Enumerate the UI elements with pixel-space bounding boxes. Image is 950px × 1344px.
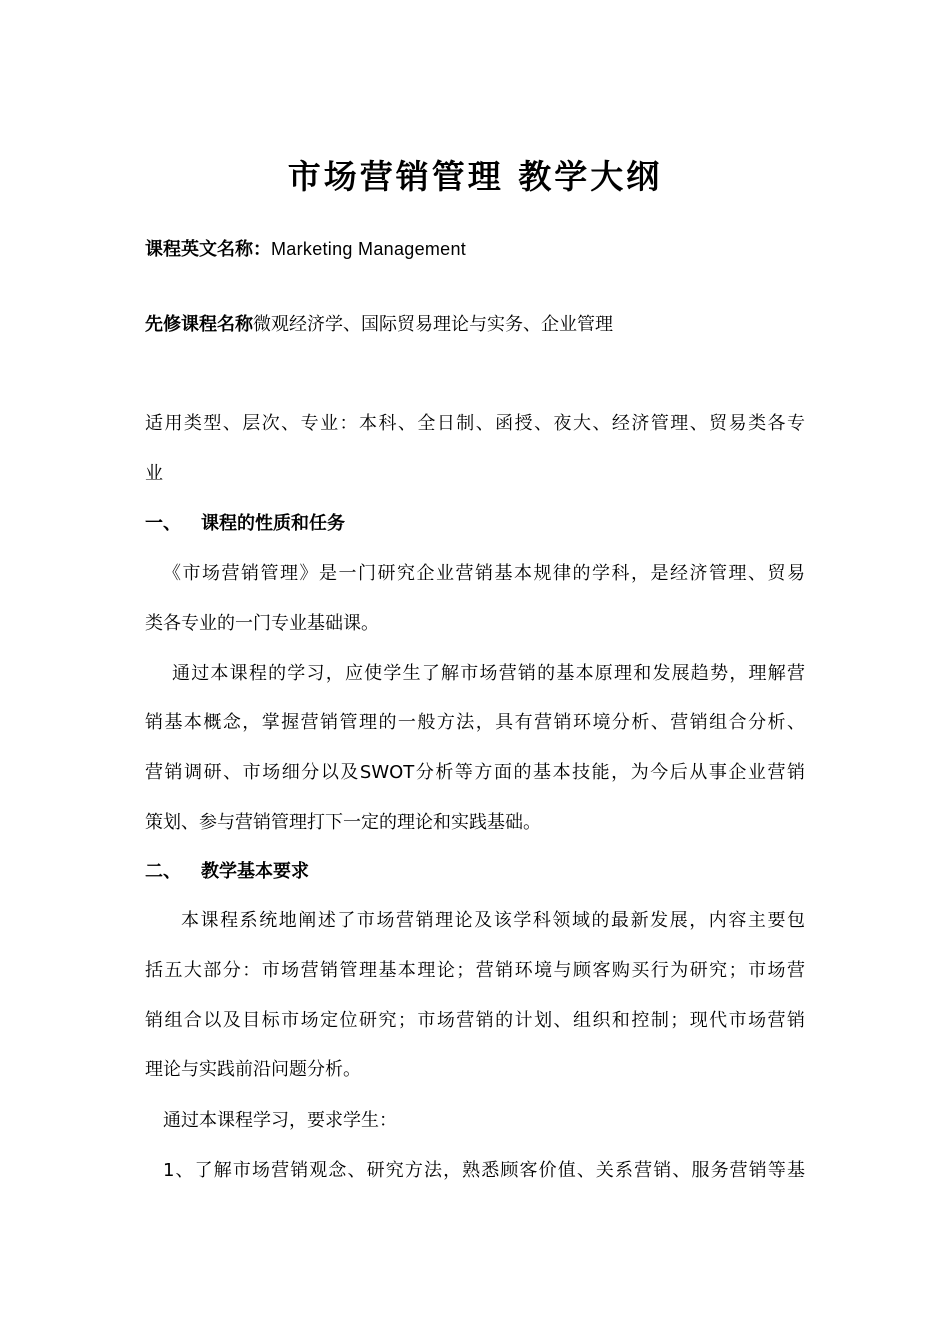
section-2-paragraph-1-line-1: 本课程系统地阐述了市场营销理论及该学科领域的最新发展，内容主要包 — [181, 910, 805, 931]
section-2-paragraph-2: 通过本课程学习，要求学生： — [163, 1110, 397, 1131]
section-1-paragraph-2-line-2: 销基本概念，掌握营销管理的一般方法，具有营销环境分析、营销组合分析、 — [145, 712, 805, 733]
section-1-paragraph-1-line-1: 《市场营销管理》是一门研究企业营销基本规律的学科，是经济管理、贸易 — [163, 563, 805, 584]
applicable-line-1: 适用类型、层次、专业：本科、全日制、函授、夜大、经济管理、贸易类各专 — [145, 413, 805, 434]
applicable-line-2: 业 — [145, 463, 163, 484]
document-title: 市场营销管理 教学大纲 — [287, 157, 663, 196]
section-2-paragraph-1-line-3: 销组合以及目标市场定位研究；市场营销的计划、组织和控制；现代市场营销 — [145, 1010, 805, 1031]
section-2-list-item-1: 1、了解市场营销观念、研究方法，熟悉顾客价值、关系营销、服务营销等基 — [163, 1160, 805, 1181]
prerequisites-label: 先修课程名称 — [145, 314, 253, 335]
english-name-label: 课程英文名称： — [145, 239, 271, 260]
section-2-number: 二、 — [145, 861, 181, 882]
prerequisites-value: 微观经济学、国际贸易理论与实务、企业管理 — [253, 314, 613, 335]
section-1-heading — [145, 509, 345, 539]
section-1-paragraph-1-line-2: 类各专业的一门专业基础课。 — [145, 613, 379, 634]
english-name-value: Marketing Management — [271, 239, 467, 259]
section-2-paragraph-1-line-4: 理论与实践前沿问题分析。 — [145, 1059, 361, 1080]
section-2-paragraph-1-line-2: 括五大部分：市场营销管理基本理论；营销环境与顾客购买行为研究；市场营 — [145, 960, 805, 981]
section-1-paragraph-2-line-1: 通过本课程的学习，应使学生了解市场营销的基本原理和发展趋势，理解营 — [172, 663, 805, 684]
section-1-number: 一、 — [145, 513, 181, 534]
section-2-heading — [145, 857, 309, 887]
section-2-title: 教学基本要求 — [201, 861, 309, 882]
english-name-line — [145, 234, 466, 265]
section-1-paragraph-2-line-3: 营销调研、市场细分以及SWOT分析等方面的基本技能，为今后从事企业营销 — [145, 762, 805, 783]
section-1-title: 课程的性质和任务 — [201, 513, 345, 534]
prerequisites-line — [145, 310, 613, 340]
section-1-paragraph-2-line-4: 策划、参与营销管理打下一定的理论和实践基础。 — [145, 812, 541, 833]
